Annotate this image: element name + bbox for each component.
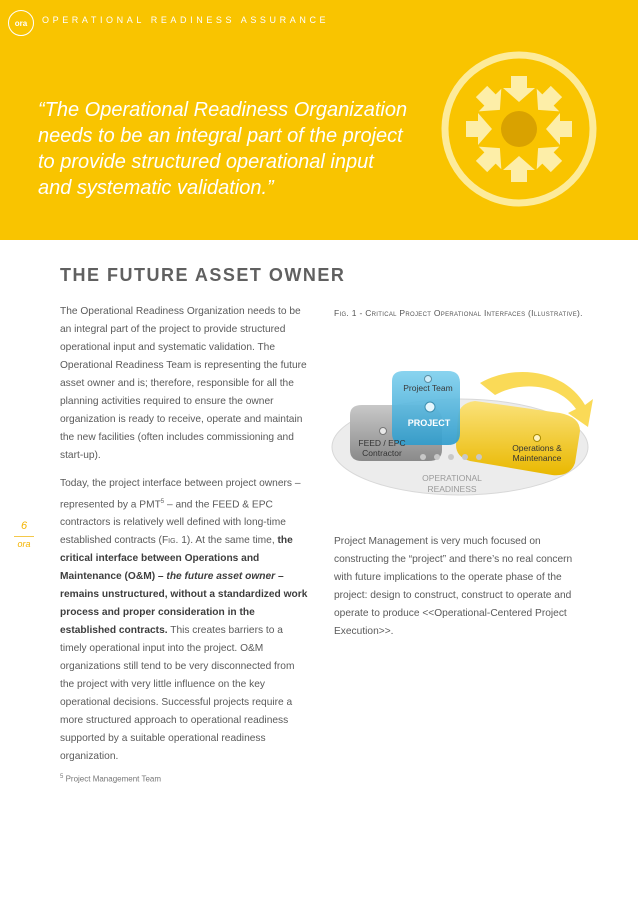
right-paragraph-1: Project Management is very much focused on constructing the “project” and there’s no real concern with future implications to the operate phase of the project: design to construct, construct to operate and operate to produce <<Operational-Centered Project Execution>>. <box>334 536 573 637</box>
quote-line-4: and systematic validation.” <box>38 177 274 199</box>
label-feed-epc-2: Contractor <box>362 448 402 458</box>
page-number: 6 <box>20 520 28 532</box>
feed-epc-node-icon <box>380 428 387 435</box>
om-node-icon <box>534 435 541 442</box>
paragraph-2: Today, the project interface between project owners – represented by a PMT$^5$ – and the FEED & EPC contractors is relatively well defined with long-time established contracts (Fig. 1). At the same time, the critical interface between Operations and Maintenance (O&M) – the future asset owner – remains unstructured, without a standardized work process and proper consideration in the established contracts. This creates barriers to a timely operational input into the project. O&M organizations still tend to be very disconnected from the project with very little influence on the key operational decisions. Successful projects require a more structured approach to operational readiness supported by a suitable operational readiness organization. <box>60 478 308 763</box>
quote-line-2: needs to be an integral part of the project <box>38 125 403 147</box>
left-column <box>60 303 308 776</box>
ora-logo: ora <box>8 10 34 36</box>
label-om-1: Operations & <box>512 443 562 453</box>
label-project-team: Project Team <box>403 383 453 393</box>
page-mark: ora <box>14 536 34 549</box>
figure-caption: Fig. 1 - Critical Project Operational Interfaces (Illustrative). <box>334 308 583 318</box>
project-node-icon <box>425 402 435 412</box>
section-title: THE FUTURE ASSET OWNER <box>60 265 346 285</box>
label-project: PROJECT <box>407 418 451 428</box>
pull-quote <box>38 97 418 201</box>
project-team-node-icon <box>425 376 432 383</box>
convergence-emblem-icon <box>440 50 598 208</box>
label-or-2: READINESS <box>427 484 477 494</box>
footnote: $^5$ Project Management Team <box>60 774 162 784</box>
header-banner <box>0 0 638 240</box>
paragraph-1: The Operational Readiness Organization needs to be an integral part of the project to provide structured operational input and systematic validation. The Operational Readiness Team is representing the future asset owner and is; therefore, responsible for all the planning activities required to ensure the owner organization is ready to receive, operate and maintain the new facilities (often includes commissioning and start-up). <box>60 306 307 461</box>
label-om-2: Maintenance <box>512 453 562 463</box>
quote-line-1: “The Operational Readiness Organization <box>38 99 408 121</box>
quote-line-3: to provide structured operational input <box>38 151 374 173</box>
brand-title: OPERATIONAL READINESS ASSURANCE <box>42 15 330 25</box>
label-feed-epc-1: FEED / EPC <box>358 438 406 448</box>
label-or-1: OPERATIONAL <box>422 473 482 483</box>
interfaces-diagram <box>330 365 598 505</box>
right-column <box>334 533 582 651</box>
